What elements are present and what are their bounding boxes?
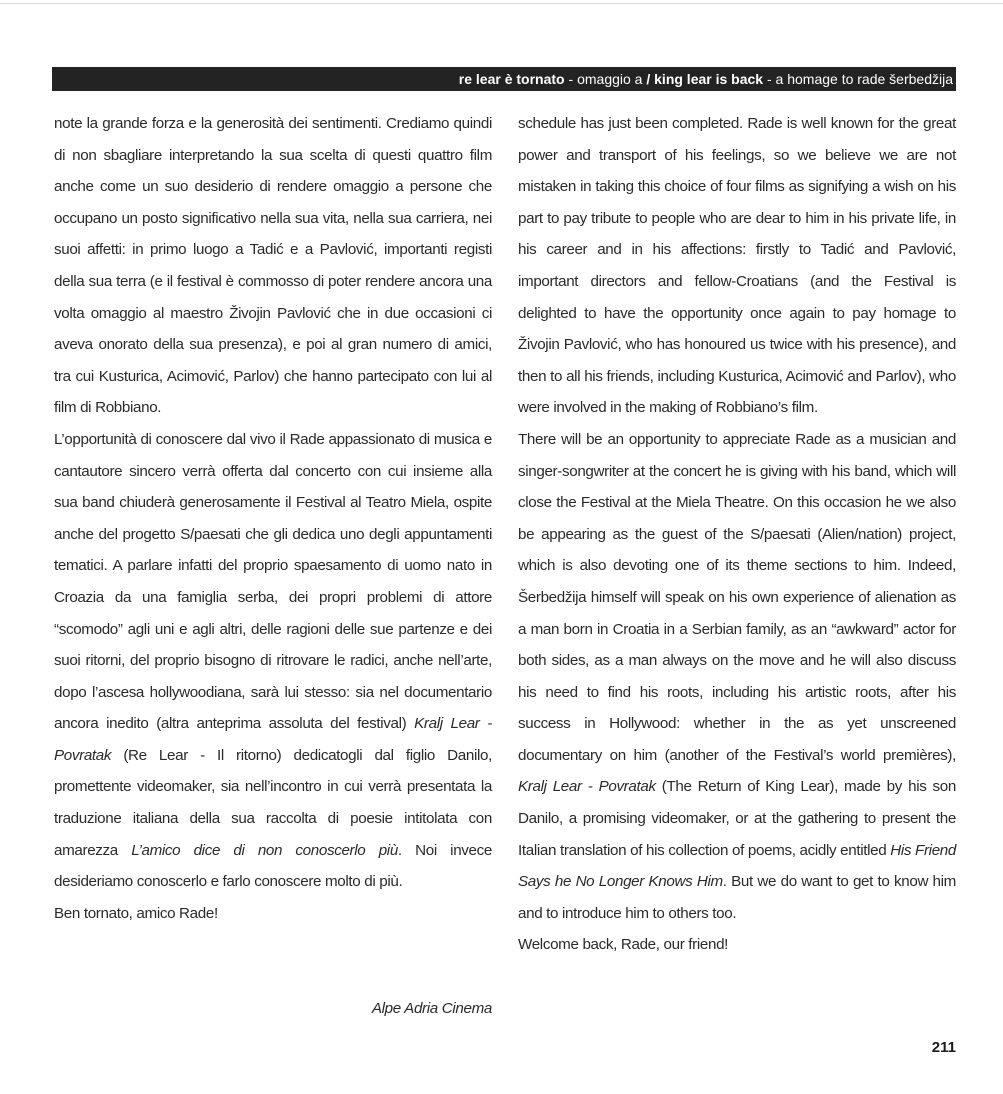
english-closing-line: Welcome back, Rade, our friend! xyxy=(518,936,729,954)
italian-paragraph-2-part-b: (Re Lear - Il ritorno) dedicatogli dal figlio Danilo, promettente videomaker, sia nell’incontro in cui verrà presentata la traduzione italiana della sua raccolta di poesie intitolata con amarezza xyxy=(54,746,492,859)
header-italian-separator: - xyxy=(564,71,578,87)
header-english-title: king lear is back xyxy=(654,71,764,87)
header-italian-subtitle: omaggio a xyxy=(577,71,643,87)
english-paragraph-2-part-b: (The Return of King Lear), made by his son Danilo, a promising videomaker, or at the gathering to present the Italian translation of his collection of poems, acidly entitled xyxy=(518,778,956,859)
italian-paragraph-1: note la grande forza e la generosità dei sentimenti. Crediamo quindi di non sbagliare interpretando la sua scelta di questi quattro film anche come un suo desiderio di rendere omaggio a persone che occupano un posto significativo nella sua vita, nella sua carriera, nei suoi affetti: in primo luogo a Tadić e a Pavlović, importanti registi della sua terra (e il festival è commosso di poter rendere ancora una volta omaggio al maestro Živojin Pavlović che in due occasioni ci aveva onorato della sua presenza), e poi al gran numero di amici, tra cui Kusturica, Acimović, Parlov) che hanno partecipato con lui al film di Robbiano. xyxy=(54,115,492,417)
signature: Alpe Adria Cinema xyxy=(371,1000,492,1017)
english-paragraph-2 xyxy=(518,424,956,930)
page-number: 211 xyxy=(931,1039,956,1056)
italian-paragraph-2-part-c: . Noi invece desideriamo conoscerlo e farlo conoscere molto di più. xyxy=(54,841,492,891)
italian-paragraph-2 xyxy=(54,424,492,898)
header-english-separator: - xyxy=(763,71,776,87)
english-paragraph-2-part-a: There will be an opportunity to appreciate Rade as a musician and singer-songwriter at the concert he is giving with his band, which will close the Festival at the Miela Theatre. On this occasion he we also be appearing as the guest of the S/paesati (Alien/nation) project, which is also devoting one of its theme sections to him. Indeed, Šerbedžija himself will speak on his own experience of alienation as a man born in Croatia in a Serbian family, as an “awkward” actor for both sides, as a man always on the move and he will also discuss his need to find his roots, including his artistic roots, after his success in Hollywood: whether in the as yet unscreened documentary on him (another of the Festival’s world premières), xyxy=(518,430,956,764)
header-slash: / xyxy=(642,71,655,87)
italian-paragraph-2-part-a: L’opportunità di conoscere dal vivo il Rade appassionato di musica e cantautore sincero verrà offerta dal concerto con cui insieme alla sua band chiuderà generosamente il Festival al Teatro Miela, ospite anche del progetto S/paesati che gli dedica uno degli appuntamenti tematici. A parlare infatti del proprio spaesamento di uomo nato in Croazia da una famiglia serba, dei propri problemi di attore “scomodo” agli uni e agli altri, delle ragioni delle sue partenze e dei suoi ritorni, del proprio bisogno di ritrovare le radici, anche nell’arte, dopo l’ascesa hollywoodiana, sarà lui stesso: sia nel documentario ancora inedito (altra anteprima assoluta del festival) xyxy=(54,430,492,733)
english-book-title: His Friend Says he No Longer Knows Him xyxy=(518,841,956,891)
italian-closing-line: Ben tornato, amico Rade! xyxy=(54,904,218,922)
running-header xyxy=(52,67,956,91)
italian-text-column xyxy=(54,108,492,929)
header-italian-title: re lear è tornato xyxy=(458,71,565,87)
english-text-column xyxy=(518,108,956,961)
italian-film-title: Kralj Lear - Povratak xyxy=(54,715,492,764)
top-rule xyxy=(0,3,1003,4)
header-english-subtitle: a homage to rade šerbedžija xyxy=(775,71,953,87)
english-paragraph-1: schedule has just been completed. Rade is well known for the great power and transport of his feelings, so we believe we are not mistaken in taking this choice of four films as signifying a wish on his part to pay tribute to people who are dear to him in his private life, in his career and in his affections: firstly to Tadić and Pavlović, important directors and fellow-Croatians (and the Festival is delighted to have the opportunity once again to pay homage to Živojin Pavlović, who has honoured us twice with his presence), and then to all his friends, including Kusturica, Acimović and Parlov), who were involved in the making of Robbiano’s film. xyxy=(518,115,956,417)
english-film-title: Kralj Lear - Povratak xyxy=(518,778,656,796)
english-paragraph-2-part-c: . But we do want to get to know him and to introduce him to others too. xyxy=(518,873,956,922)
italian-book-title: L’amico dice di non conoscerlo più xyxy=(131,841,398,859)
